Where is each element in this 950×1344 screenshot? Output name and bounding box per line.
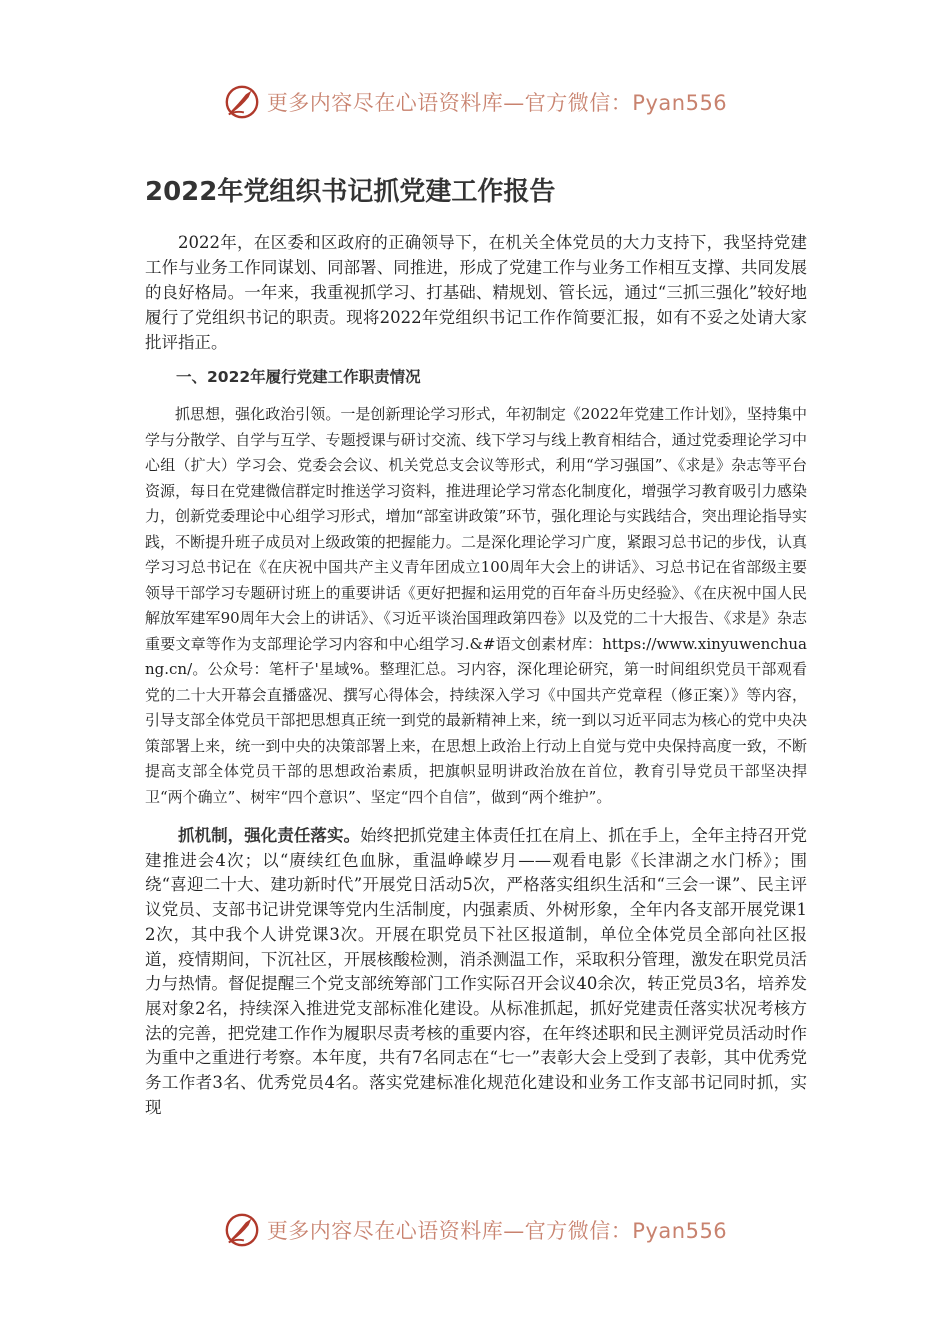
watermark-banner-top	[0, 80, 950, 124]
watermark-content	[223, 83, 727, 121]
paragraph-lead: 抓机制，强化责任落实。	[178, 826, 361, 845]
paragraph-mechanism	[145, 824, 807, 1120]
watermark-content	[223, 1211, 727, 1249]
pen-logo-icon	[223, 1211, 261, 1249]
paragraph-mechanism-text: 始终把抓党建主体责任扛在肩上、抓在手上，全年主持召开党建推进会4次；以“赓续红色血脉，重温峥嵘岁月——观看电影《长津湖之水门桥》；围绕“喜迎二十大、建功新时代”开展党日活动5次，严格落实组织生活和“三会一课”、民主评议党员、支部书记讲党课等党内生活制度，内强素质、外树形象，全年内各支部开展党课12次，其中我个人讲党课3次。开展在职党员下社区报道制，单位全体党员全部向社区报道，疫情期间，下沉社区，开展核酸检测，消杀测温工作，采取积分管理，激发在职党员活力与热情。督促提醒三个党支部统筹部门工作实际召开会议40余次，转正党员3名，培养发展对象2名，持续深入推进党支部标准化建设。从标准抓起，抓好党建责任落实状况考核方法的完善，把党建工作作为履职尽责考核的重要内容，在年终述职和民主测评党员活动时作为重中之重进行考察。本年度，共有7名同志在“七一”表彰大会上受到了表彰，其中优秀党务工作者3名、优秀党员4名。落实党建标准化规范化建设和业务工作支部书记同时抓，实现	[145, 826, 808, 1117]
intro-paragraph: 2022年，在区委和区政府的正确领导下，在机关全体党员的大力支持下，我坚持党建工作与业务工作同谋划、同部署、同推进，形成了党建工作与业务工作相互支撑、共同发展的良好格局。一年来，我重视抓学习、打基础、精规划、管长远，通过“三抓三强化”较好地履行了党组织书记的职责。现将2022年党组织书记工作作简要汇报，如有不妥之处请大家批评指正。	[145, 233, 807, 352]
document-title: 2022年党组织书记抓党建工作报告	[145, 177, 556, 207]
pen-logo-icon	[223, 83, 261, 121]
watermark-banner-bottom	[0, 1208, 950, 1252]
section-heading: 一、2022年履行党建工作职责情况	[176, 368, 421, 386]
document-body	[145, 230, 807, 1120]
paragraph-ideology: 抓思想，强化政治引领。一是创新理论学习形式，年初制定《2022年党建工作计划》，坚持集中学与分散学、自学与互学、专题授课与研讨交流、线下学习与线上教育相结合，通过党委理论学习中心组（扩大）学习会、党委会会议、机关党总支会议等形式，利用“学习强国”、《求是》杂志等平台资源，每日在党建微信群定时推送学习资料，推进理论学习常态化制度化，增强学习教育吸引力感染力，创新党委理论中心组学习形式，增加“部室讲政策”环节，强化理论与实践结合，突出理论指导实践，不断提升班子成员对上级政策的把握能力。二是深化理论学习广度，紧跟习总书记的步伐，认真学习习总书记在《在庆祝中国共产主义青年团成立100周年大会上的讲话》、习总书记在省部级主要领导干部学习专题研讨班上的重要讲话《更好把握和运用党的百年奋斗历史经验》、《在庆祝中国人民解放军建军90周年大会上的讲话》、《习近平谈治国理政第四卷》以及党的二十大报告、《求是》杂志重要文章等作为支部理论学习内容和中心组学习.&#语文创素材库：https://www.xinyuwenchuang.cn/。公众号：笔杆子'星域%。整理汇总。习内容，深化理论研究，第一时间组织党员干部观看党的二十大开幕会直播盛况、撰写心得体会，持续深入学习《中国共产党章程（修正案）》等内容，引导支部全体党员干部把思想真正统一到党的最新精神上来，统一到以习近平同志为核心的党中央决策部署上来，统一到中央的决策部署上来，在思想上政治上行动上自觉与党中央保持高度一致，不断提高支部全体党员干部的思想政治素质，把旗帜显明讲政治放在首位，教育引导党员干部坚决捍卫“两个确立”、树牢“四个意识”、坚定“四个自信”，做到“两个维护”。	[145, 405, 807, 806]
watermark-text: 更多内容尽在心语资料库—官方微信：Pyan556	[266, 91, 728, 115]
watermark-text: 更多内容尽在心语资料库—官方微信：Pyan556	[266, 1219, 728, 1243]
